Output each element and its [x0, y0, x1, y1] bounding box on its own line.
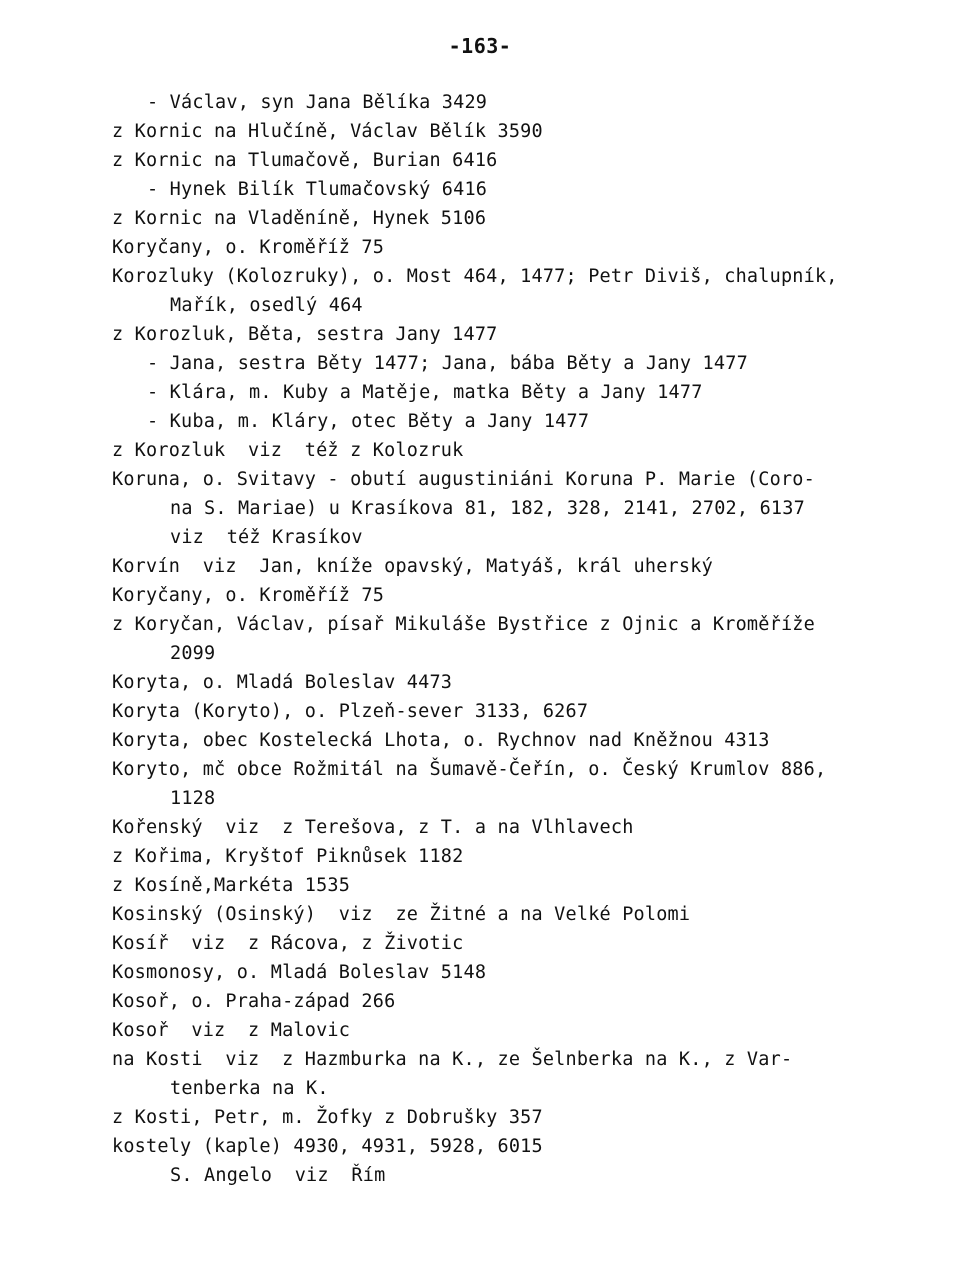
- index-line: viz též Krasíkov: [170, 527, 363, 548]
- index-line: Koryta, obec Kostelecká Lhota, o. Rychnov nad Kněžnou 4313: [112, 730, 770, 751]
- index-line: S. Angelo viz Řím: [170, 1165, 386, 1186]
- index-line: Kořenský viz z Terešova, z T. a na Vlhlavech: [112, 817, 634, 838]
- index-line: Korozluky (Kolozruky), o. Most 464, 1477; Petr Diviš, chalupník,: [112, 266, 838, 287]
- index-line: Koruna, o. Svitavy - obutí augustiniáni Koruna P. Marie (Coro-: [112, 469, 815, 490]
- index-line: - Kuba, m. Kláry, otec Běty a Jany 1477: [147, 411, 590, 432]
- index-line: z Kornic na Tlumačově, Burian 6416: [112, 150, 498, 171]
- index-line: Mařík, osedlý 464: [170, 295, 363, 316]
- index-line: z Kosíně,Markéta 1535: [112, 875, 351, 896]
- index-line: 2099: [170, 643, 216, 664]
- index-line: Korvín viz Jan, kníže opavský, Matyáš, král uherský: [112, 556, 713, 577]
- index-line: z Kořima, Kryštof Piknůsek 1182: [112, 846, 464, 867]
- index-line: Koryta, o. Mladá Boleslav 4473: [112, 672, 453, 693]
- index-line: z Kornic na Hlučíně, Václav Bělík 3590: [112, 121, 543, 142]
- index-line: na Kosti viz z Hazmburka na K., ze Šelnberka na K., z Var-: [112, 1049, 793, 1070]
- index-line: tenberka na K.: [170, 1078, 329, 1099]
- page-number: -163-: [448, 34, 512, 58]
- index-line: - Klára, m. Kuby a Matěje, matka Běty a Jany 1477: [147, 382, 703, 403]
- index-line: z Kosti, Petr, m. Žofky z Dobrušky 357: [112, 1107, 543, 1128]
- index-line: z Kornic na Vladěníně, Hynek 5106: [112, 208, 487, 229]
- index-line: - Hynek Bilík Tlumačovský 6416: [147, 179, 488, 200]
- index-line: Koryčany, o. Kroměříž 75: [112, 585, 385, 606]
- index-line: na S. Mariae) u Krasíkova 81, 182, 328, 2141, 2702, 6137: [170, 498, 805, 519]
- index-line: kostely (kaple) 4930, 4931, 5928, 6015: [112, 1136, 543, 1157]
- index-line: Kosmonosy, o. Mladá Boleslav 5148: [112, 962, 487, 983]
- index-line: Kosinský (Osinský) viz ze Žitné a na Velké Polomi: [112, 904, 691, 925]
- index-line: - Václav, syn Jana Bělíka 3429: [147, 92, 488, 113]
- index-line: z Korozluk viz též z Kolozruk: [112, 440, 464, 461]
- index-line: Koryto, mč obce Rožmitál na Šumavě-Čeřín, o. Český Krumlov 886,: [112, 759, 827, 780]
- index-entries: [112, 88, 912, 1190]
- index-line: Kosoř, o. Praha-západ 266: [112, 991, 396, 1012]
- index-line: z Korozluk, Běta, sestra Jany 1477: [112, 324, 498, 345]
- index-line: Kosíř viz z Rácova, z Životic: [112, 933, 464, 954]
- index-line: - Jana, sestra Běty 1477; Jana, bába Běty a Jany 1477: [147, 353, 748, 374]
- index-line: Koryčany, o. Kroměříž 75: [112, 237, 385, 258]
- index-line: Kosoř viz z Malovic: [112, 1020, 351, 1041]
- index-line: z Koryčan, Václav, písař Mikuláše Bystřice z Ojnic a Kroměříže: [112, 614, 815, 635]
- index-line: 1128: [170, 788, 216, 809]
- index-line: Koryta (Koryto), o. Plzeň-sever 3133, 6267: [112, 701, 589, 722]
